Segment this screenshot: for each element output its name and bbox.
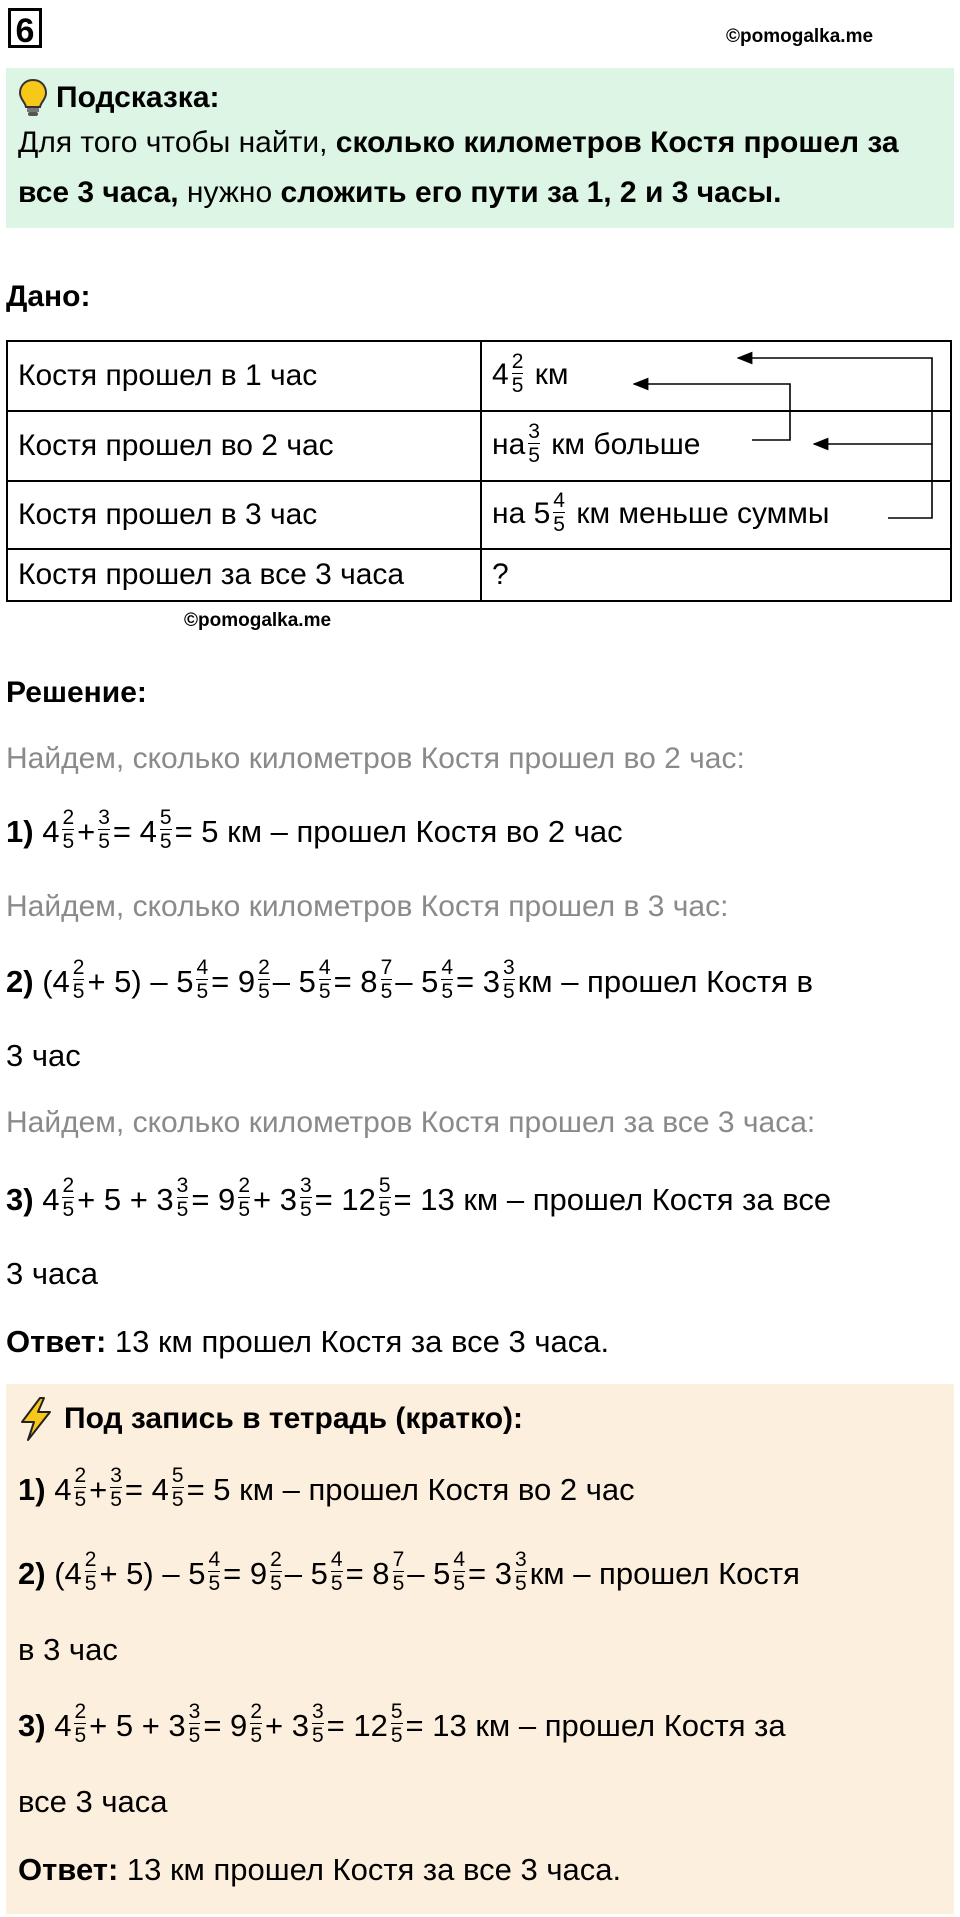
arrow-row3-to-row2: [814, 444, 932, 518]
task-number: 6: [8, 8, 42, 48]
solution-title: Решение:: [6, 676, 147, 709]
table-cell-label: Костя прошел в 1 час: [7, 341, 481, 411]
table-cell-label: Костя прошел в 3 час: [7, 481, 481, 549]
note-step-3-cont: все 3 часа: [18, 1784, 168, 1819]
note-step-2-cont: в 3 час: [18, 1632, 118, 1667]
note-step-2: 2) (4 $\frac{2}{5}$ + 5) – 5 $\frac{4}{5}$ = 9 $\frac{2}{5}$ – 5 $\frac{4}{5}$ = 8 $\frac{7}{5}$ – 5 $\frac{4}{5}$ = 3 $\frac{3}{5}$ км – прошел Костя: [18, 1548, 800, 1595]
table-cell-value: 4 $\frac{2}{5}$ км: [481, 341, 951, 411]
notebook-title: Под запись в тетрадь (кратко):: [16, 1394, 523, 1444]
table-cell-label: Костя прошел за все 3 часа: [7, 549, 481, 601]
watermark-table: ©pomogalka.me: [184, 610, 332, 631]
step-3-cont: 3 часа: [6, 1256, 98, 1291]
note-answer: Ответ: 13 км прошел Костя за все 3 часа.: [18, 1852, 622, 1887]
table-cell-label: Костя прошел во 2 час: [7, 411, 481, 481]
lightning-icon: [16, 1396, 56, 1442]
hint-title-text: Подсказка:: [56, 81, 220, 114]
step-2-cont: 3 час: [6, 1038, 81, 1073]
comment-2: Найдем, сколько километров Костя прошел в 3 час:: [6, 890, 729, 923]
watermark-top: ©pomogalka.me: [726, 26, 874, 47]
note-step-1: 1) 4 $\frac{2}{5}$ + $\frac{3}{5}$ = 4 $\frac{5}{5}$ = 5 км – прошел Костя во 2 час: [18, 1464, 635, 1511]
comment-1: Найдем, сколько километров Костя прошел во 2 час:: [6, 742, 745, 775]
relation-arrows: [0, 0, 960, 560]
answer: Ответ: 13 км прошел Костя за все 3 часа.: [6, 1324, 610, 1359]
notebook-box: [6, 1384, 954, 1914]
step-3: 3) 4 $\frac{2}{5}$ + 5 + 3 $\frac{3}{5}$ = 9 $\frac{2}{5}$ + 3 $\frac{3}{5}$ = 12 $\frac{5}{5}$ = 13 км – прошел Костя за все: [6, 1174, 832, 1221]
table-cell-value: на 5 $\frac{4}{5}$ км меньше суммы: [481, 481, 951, 549]
given-title: Дано:: [6, 280, 91, 313]
table-cell-value: ?: [481, 549, 951, 601]
hint-text: Для того чтобы найти, сколько километров Костя прошел за все 3 часа, нужно сложить его пути за 1, 2 и 3 часы.: [18, 126, 899, 209]
step-1: 1) 4 $\frac{2}{5}$ + $\frac{3}{5}$ = 4 $\frac{5}{5}$ = 5 км – прошел Костя во 2 час: [6, 806, 623, 853]
comment-3: Найдем, сколько километров Костя прошел за все 3 часа:: [6, 1106, 816, 1139]
arrow-row3-to-row1: [738, 358, 932, 444]
table-cell-value: на $\frac{3}{5}$ км больше: [481, 411, 951, 481]
step-2: 2) (4 $\frac{2}{5}$ + 5) – 5 $\frac{4}{5}$ = 9 $\frac{2}{5}$ – 5 $\frac{4}{5}$ = 8 $\frac{7}{5}$ – 5 $\frac{4}{5}$ = 3 $\frac{3}{5}$ км – прошел Костя в: [6, 956, 813, 1003]
note-step-3: 3) 4 $\frac{2}{5}$ + 5 + 3 $\frac{3}{5}$ = 9 $\frac{2}{5}$ + 3 $\frac{3}{5}$ = 12 $\frac{5}{5}$ = 13 км – прошел Костя за: [18, 1700, 786, 1747]
arrow-row2-to-row1: [634, 384, 790, 440]
